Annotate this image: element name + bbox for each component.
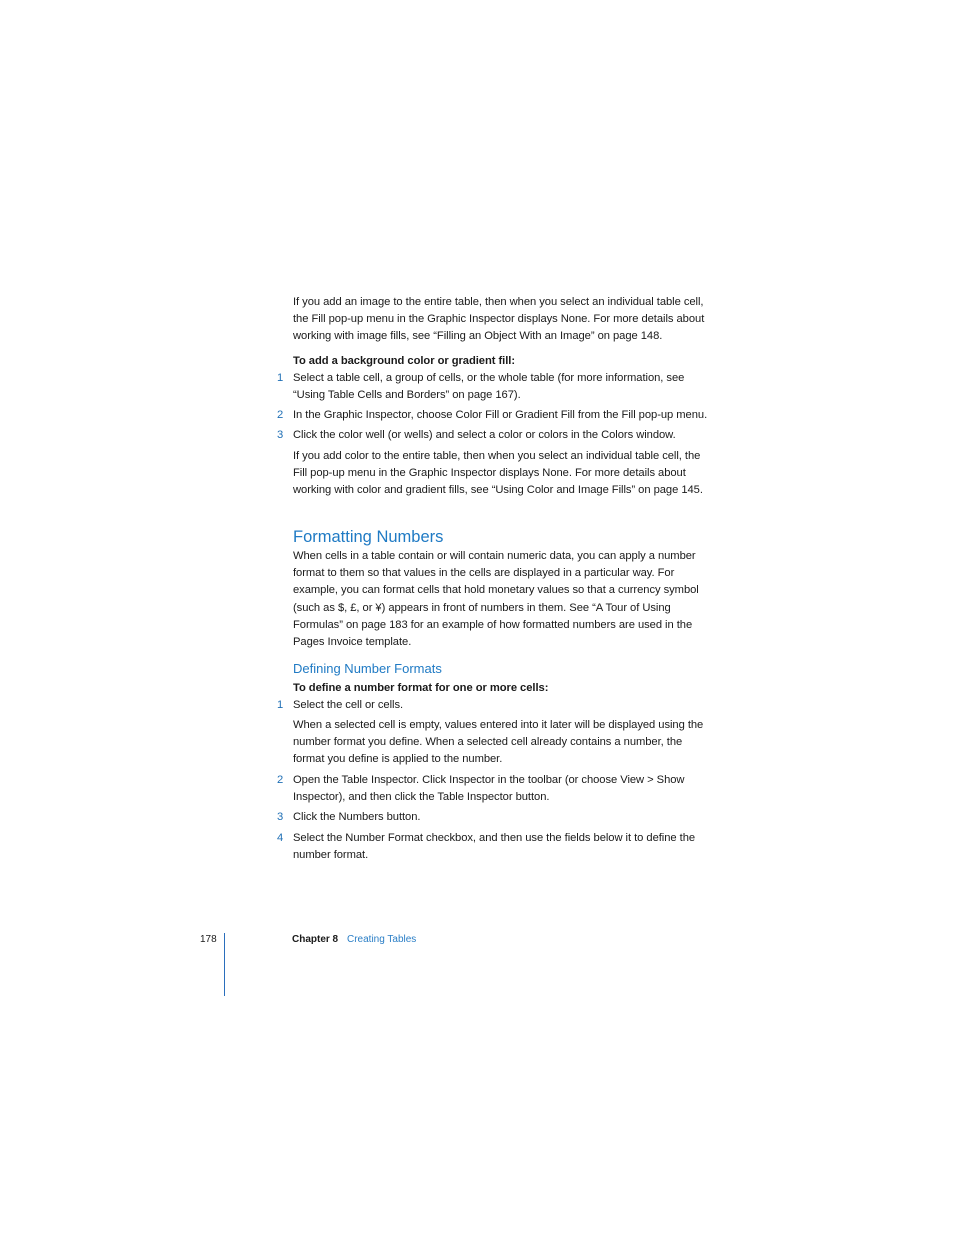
text-line: Pages Invoice template. bbox=[293, 636, 412, 649]
text-line: Open the Table Inspector. Click Inspector in the toolbar (or choose View > Show bbox=[293, 774, 685, 786]
text-line: working with image fills, see “Filling an Object With an Image” on page 148. bbox=[293, 330, 663, 343]
text-line: (such as $, £, or ¥) appears in front of numbers in them. See “A Tour of Using bbox=[293, 601, 671, 614]
nf-task-heading: To define a number format for one or more cells: bbox=[293, 682, 549, 694]
step-text bbox=[293, 407, 733, 424]
intro-paragraph bbox=[293, 294, 733, 346]
text-line: If you add color to the entire table, then when you select an individual table cell, the bbox=[293, 450, 701, 462]
step-number: 2 bbox=[277, 409, 284, 421]
bg-task-heading: To add a background color or gradient fill: bbox=[293, 355, 516, 367]
step-text bbox=[293, 427, 733, 444]
subsection-title: Defining Number Formats bbox=[293, 661, 442, 676]
step-text bbox=[293, 370, 733, 404]
text-line: working with color and gradient fills, see “Using Color and Image Fills” on page 145. bbox=[293, 484, 703, 497]
footer-rule bbox=[224, 933, 225, 996]
step-note-paragraph bbox=[293, 717, 733, 769]
step-text bbox=[293, 809, 733, 826]
step-number: 3 bbox=[277, 811, 284, 823]
text-line: Select the Number Format checkbox, and then use the fields below it to define the bbox=[293, 832, 696, 844]
text-line: number format you define. When a selected cell already contains a number, the bbox=[293, 736, 683, 749]
text-line: number format. bbox=[293, 849, 369, 862]
step-number: 1 bbox=[277, 699, 284, 711]
bg-note-paragraph bbox=[293, 448, 733, 500]
step-text bbox=[293, 772, 733, 806]
chapter-title: Creating Tables bbox=[347, 934, 417, 945]
text-line: format to them so that values in the cells are displayed in a particular way. For bbox=[293, 567, 675, 580]
text-line: example, you can format cells that hold monetary values so that a currency symbol bbox=[293, 584, 699, 597]
section-title: Formatting Numbers bbox=[293, 528, 444, 546]
text-line: Fill pop-up menu in the Graphic Inspector displays None. For more details about bbox=[293, 467, 686, 480]
text-line: In the Graphic Inspector, choose Color Fill or Gradient Fill from the Fill pop-up menu. bbox=[293, 409, 708, 421]
step-number: 2 bbox=[277, 774, 284, 786]
step-text bbox=[293, 830, 733, 864]
chapter-label: Chapter 8 bbox=[292, 934, 339, 945]
text-line: format you define is applied to the number. bbox=[293, 753, 503, 766]
step-number: 4 bbox=[277, 832, 284, 844]
step-text bbox=[293, 697, 733, 714]
text-line: When a selected cell is empty, values entered into it later will be displayed using the bbox=[293, 719, 704, 731]
text-line: the Fill pop-up menu in the Graphic Inspector displays None. For more details about bbox=[293, 313, 705, 326]
step-number: 3 bbox=[277, 429, 284, 441]
text-line: Inspector), and then click the Table Inspector button. bbox=[293, 791, 550, 804]
text-line: “Using Table Cells and Borders” on page 167). bbox=[293, 389, 521, 402]
text-line: Click the color well (or wells) and select a color or colors in the Colors window. bbox=[293, 429, 676, 441]
page-number: 178 bbox=[200, 934, 217, 945]
text-line: Formulas” on page 183 for an example of how formatted numbers are used in the bbox=[293, 618, 693, 631]
section-paragraph bbox=[293, 548, 733, 651]
text-line: Select a table cell, a group of cells, or the whole table (for more information, see bbox=[293, 372, 685, 384]
text-line: If you add an image to the entire table, then when you select an individual table cell, bbox=[293, 296, 704, 308]
text-line: Select the cell or cells. bbox=[293, 699, 404, 711]
step-number: 1 bbox=[277, 372, 284, 384]
text-line: Click the Numbers button. bbox=[293, 811, 421, 823]
text-line: When cells in a table contain or will contain numeric data, you can apply a number bbox=[293, 550, 696, 562]
